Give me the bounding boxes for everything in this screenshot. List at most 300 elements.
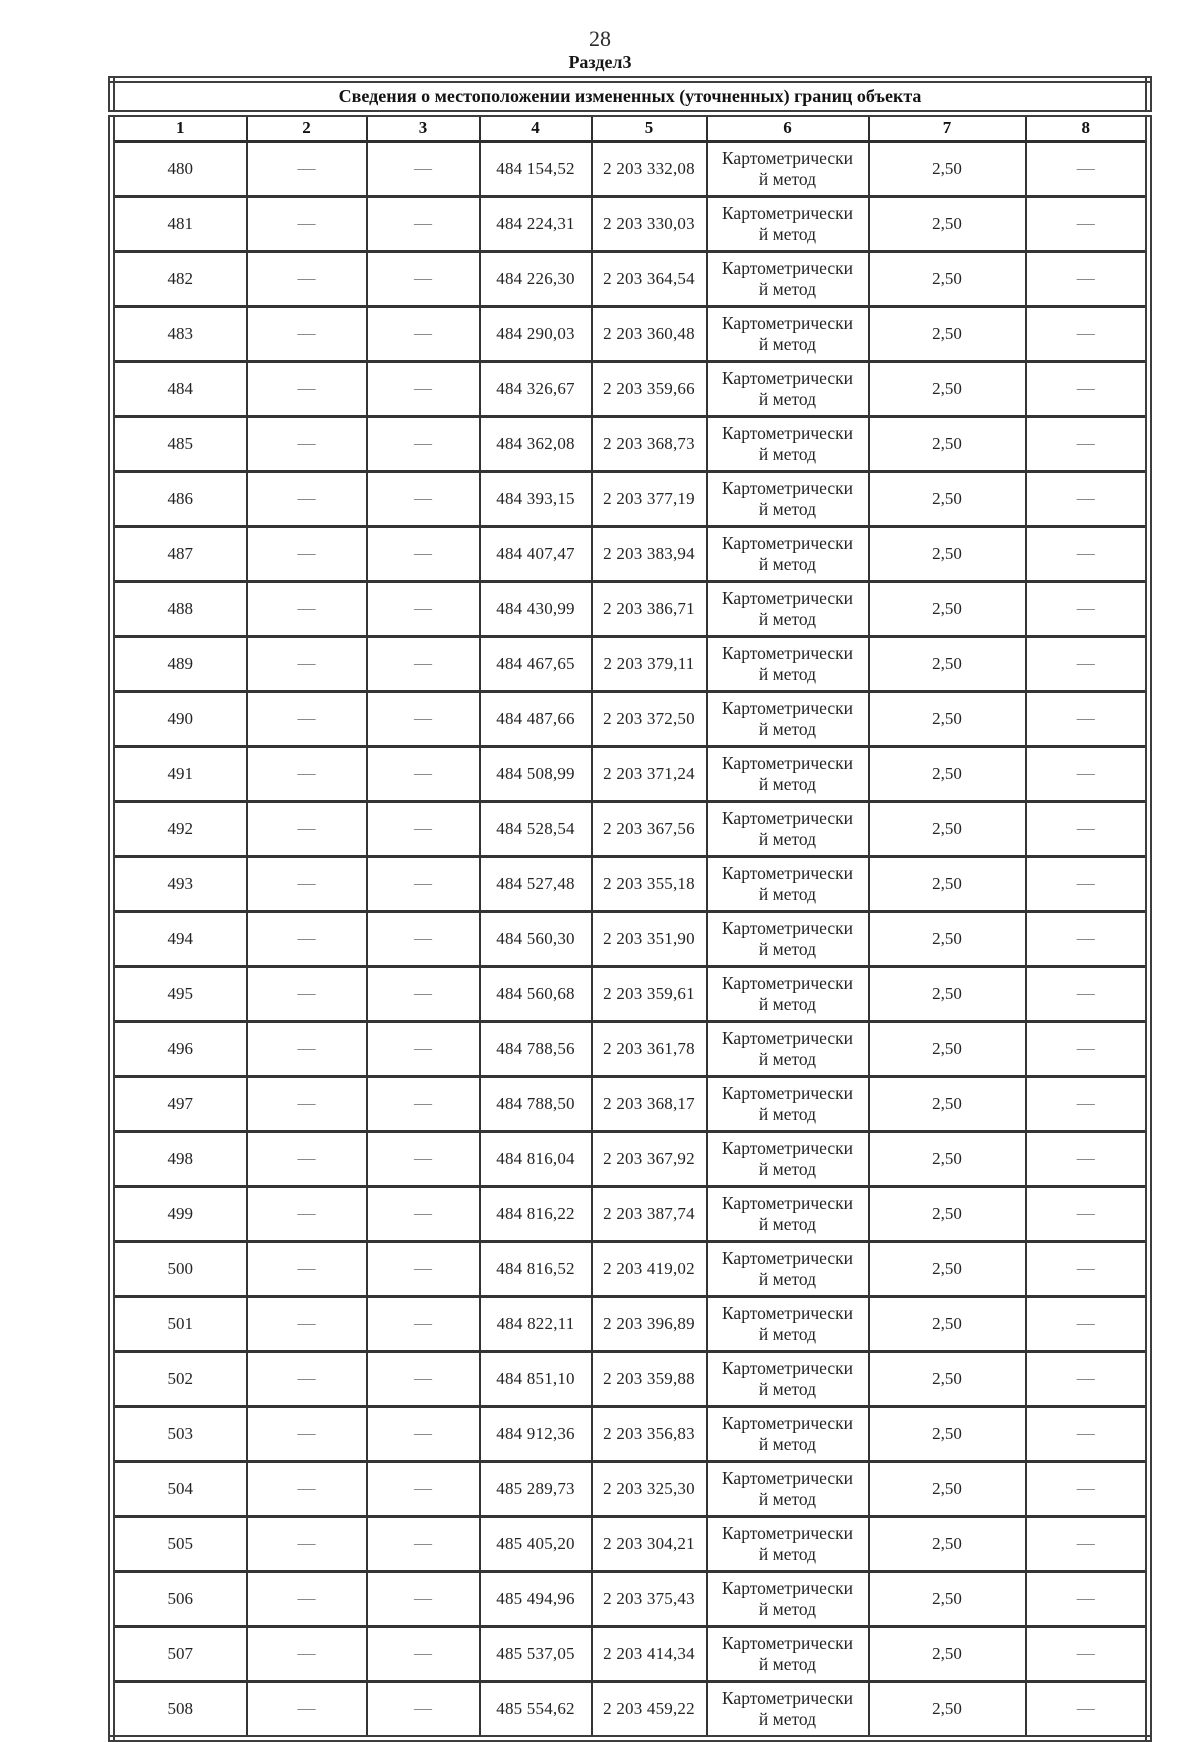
col3-dash-cell: — [367, 306, 480, 361]
accuracy-cell: 2,50 [869, 306, 1026, 361]
method-line: Картометрически [721, 1137, 854, 1158]
col2-dash-cell: — [247, 251, 367, 306]
x-coordinate-cell: 484 560,68 [480, 966, 592, 1021]
col2-dash-cell: — [247, 141, 367, 196]
col3-dash-cell: — [367, 416, 480, 471]
method-line: Картометрически [721, 1632, 854, 1653]
table-row [112, 1131, 1149, 1186]
point-number-cell: 508 [112, 1681, 247, 1738]
method-cell [707, 471, 869, 526]
method-line: Картометрически [721, 312, 854, 333]
point-number-cell: 506 [112, 1571, 247, 1626]
y-coordinate-cell: 2 203 368,73 [592, 416, 707, 471]
accuracy-cell: 2,50 [869, 1076, 1026, 1131]
point-number-cell: 499 [112, 1186, 247, 1241]
method-line: й метод [758, 553, 817, 574]
point-number-cell: 486 [112, 471, 247, 526]
x-coordinate-cell: 484 788,50 [480, 1076, 592, 1131]
col2-dash-cell: — [247, 1351, 367, 1406]
x-coordinate-cell: 485 405,20 [480, 1516, 592, 1571]
col8-dash-cell: — [1026, 1131, 1149, 1186]
method-line: Картометрически [721, 1577, 854, 1598]
method-line: Картометрически [721, 422, 854, 443]
table-row [112, 1241, 1149, 1296]
col2-dash-cell: — [247, 1076, 367, 1131]
col2-dash-cell: — [247, 361, 367, 416]
col2-dash-cell: — [247, 1131, 367, 1186]
x-coordinate-cell: 484 430,99 [480, 581, 592, 636]
table-row [112, 856, 1149, 911]
col8-dash-cell: — [1026, 1021, 1149, 1076]
table-row [112, 1021, 1149, 1076]
method-line: Картометрически [721, 367, 854, 388]
col2-dash-cell: — [247, 856, 367, 911]
col8-dash-cell: — [1026, 966, 1149, 1021]
col8-dash-cell: — [1026, 911, 1149, 966]
col2-dash-cell: — [247, 1296, 367, 1351]
accuracy-cell: 2,50 [869, 1406, 1026, 1461]
table-row [112, 306, 1149, 361]
method-line: Картометрически [721, 1467, 854, 1488]
col3-dash-cell: — [367, 1571, 480, 1626]
method-cell [707, 1241, 869, 1296]
accuracy-cell: 2,50 [869, 746, 1026, 801]
y-coordinate-cell: 2 203 387,74 [592, 1186, 707, 1241]
col3-dash-cell: — [367, 251, 480, 306]
col3-dash-cell: — [367, 471, 480, 526]
method-line: й метод [758, 388, 817, 409]
table-title: Сведения о местоположении измененных (уточненных) границ объекта [112, 79, 1149, 113]
accuracy-cell: 2,50 [869, 1461, 1026, 1516]
col2-dash-cell: — [247, 801, 367, 856]
col3-dash-cell: — [367, 361, 480, 416]
accuracy-cell: 2,50 [869, 416, 1026, 471]
method-line: й метод [758, 1268, 817, 1289]
method-line: й метод [758, 1323, 817, 1344]
accuracy-cell: 2,50 [869, 801, 1026, 856]
y-coordinate-cell: 2 203 371,24 [592, 746, 707, 801]
point-number-cell: 483 [112, 306, 247, 361]
x-coordinate-cell: 484 154,52 [480, 141, 592, 196]
method-line: й метод [758, 333, 817, 354]
x-coordinate-cell: 484 528,54 [480, 801, 592, 856]
method-line: Картометрически [721, 147, 854, 168]
col3-dash-cell: — [367, 1516, 480, 1571]
column-number-5: 5 [592, 113, 707, 141]
point-number-cell: 485 [112, 416, 247, 471]
col8-dash-cell: — [1026, 636, 1149, 691]
y-coordinate-cell: 2 203 325,30 [592, 1461, 707, 1516]
point-number-cell: 493 [112, 856, 247, 911]
method-cell [707, 526, 869, 581]
col8-dash-cell: — [1026, 1241, 1149, 1296]
method-cell [707, 1296, 869, 1351]
col2-dash-cell: — [247, 966, 367, 1021]
y-coordinate-cell: 2 203 383,94 [592, 526, 707, 581]
method-cell [707, 1571, 869, 1626]
method-cell [707, 1626, 869, 1681]
col3-dash-cell: — [367, 1076, 480, 1131]
accuracy-cell: 2,50 [869, 1021, 1026, 1076]
col3-dash-cell: — [367, 746, 480, 801]
point-number-cell: 488 [112, 581, 247, 636]
accuracy-cell: 2,50 [869, 1571, 1026, 1626]
method-cell [707, 801, 869, 856]
y-coordinate-cell: 2 203 414,34 [592, 1626, 707, 1681]
col2-dash-cell: — [247, 1516, 367, 1571]
accuracy-cell: 2,50 [869, 911, 1026, 966]
col8-dash-cell: — [1026, 856, 1149, 911]
table-row [112, 691, 1149, 746]
table-row [112, 251, 1149, 306]
method-line: Картометрически [721, 1082, 854, 1103]
col2-dash-cell: — [247, 911, 367, 966]
point-number-cell: 489 [112, 636, 247, 691]
x-coordinate-cell: 484 822,11 [480, 1296, 592, 1351]
x-coordinate-cell: 484 816,22 [480, 1186, 592, 1241]
table-row [112, 1351, 1149, 1406]
accuracy-cell: 2,50 [869, 1681, 1026, 1738]
method-cell [707, 746, 869, 801]
point-number-cell: 502 [112, 1351, 247, 1406]
x-coordinate-cell: 484 393,15 [480, 471, 592, 526]
x-coordinate-cell: 484 487,66 [480, 691, 592, 746]
col2-dash-cell: — [247, 1186, 367, 1241]
col8-dash-cell: — [1026, 581, 1149, 636]
method-cell [707, 1406, 869, 1461]
x-coordinate-cell: 485 537,05 [480, 1626, 592, 1681]
method-line: й метод [758, 938, 817, 959]
table-row [112, 1571, 1149, 1626]
x-coordinate-cell: 484 407,47 [480, 526, 592, 581]
y-coordinate-cell: 2 203 351,90 [592, 911, 707, 966]
col8-dash-cell: — [1026, 1571, 1149, 1626]
method-line: Картометрически [721, 972, 854, 993]
point-number-cell: 482 [112, 251, 247, 306]
col3-dash-cell: — [367, 911, 480, 966]
x-coordinate-cell: 484 912,36 [480, 1406, 592, 1461]
accuracy-cell: 2,50 [869, 1186, 1026, 1241]
col2-dash-cell: — [247, 306, 367, 361]
point-number-cell: 497 [112, 1076, 247, 1131]
method-line: й метод [758, 883, 817, 904]
table-row [112, 471, 1149, 526]
table-row [112, 581, 1149, 636]
method-line: й метод [758, 1488, 817, 1509]
point-number-cell: 487 [112, 526, 247, 581]
col3-dash-cell: — [367, 1461, 480, 1516]
x-coordinate-cell: 484 851,10 [480, 1351, 592, 1406]
method-cell [707, 856, 869, 911]
table-row [112, 1406, 1149, 1461]
col3-dash-cell: — [367, 801, 480, 856]
point-number-cell: 491 [112, 746, 247, 801]
method-line: Картометрически [721, 587, 854, 608]
y-coordinate-cell: 2 203 419,02 [592, 1241, 707, 1296]
col3-dash-cell: — [367, 691, 480, 746]
col2-dash-cell: — [247, 746, 367, 801]
method-line: Картометрически [721, 1192, 854, 1213]
point-number-cell: 490 [112, 691, 247, 746]
x-coordinate-cell: 485 494,96 [480, 1571, 592, 1626]
method-line: Картометрически [721, 1412, 854, 1433]
method-line: й метод [758, 443, 817, 464]
x-coordinate-cell: 484 816,04 [480, 1131, 592, 1186]
point-number-cell: 504 [112, 1461, 247, 1516]
accuracy-cell: 2,50 [869, 141, 1026, 196]
x-coordinate-cell: 484 467,65 [480, 636, 592, 691]
point-number-cell: 507 [112, 1626, 247, 1681]
table-row [112, 966, 1149, 1021]
col3-dash-cell: — [367, 1406, 480, 1461]
y-coordinate-cell: 2 203 355,18 [592, 856, 707, 911]
col8-dash-cell: — [1026, 746, 1149, 801]
col8-dash-cell: — [1026, 306, 1149, 361]
method-cell [707, 1516, 869, 1571]
x-coordinate-cell: 485 289,73 [480, 1461, 592, 1516]
col2-dash-cell: — [247, 1626, 367, 1681]
method-cell [707, 1021, 869, 1076]
column-number-7: 7 [869, 113, 1026, 141]
y-coordinate-cell: 2 203 386,71 [592, 581, 707, 636]
point-number-cell: 484 [112, 361, 247, 416]
accuracy-cell: 2,50 [869, 526, 1026, 581]
method-line: Картометрически [721, 807, 854, 828]
point-number-cell: 480 [167, 158, 193, 178]
point-number-cell: 492 [112, 801, 247, 856]
y-coordinate-cell: 2 203 367,56 [592, 801, 707, 856]
method-cell [707, 306, 869, 361]
method-cell [707, 1131, 869, 1186]
x-coordinate-cell: 484 508,99 [480, 746, 592, 801]
col8-dash-cell: — [1026, 1186, 1149, 1241]
method-line: Картометрически [721, 257, 854, 278]
table-row [112, 361, 1149, 416]
y-coordinate-cell: 2 203 359,88 [592, 1351, 707, 1406]
table-row [112, 416, 1149, 471]
col8-dash-cell: — [1026, 1461, 1149, 1516]
col8-dash-cell: — [1026, 526, 1149, 581]
coordinates-tbody [112, 141, 1149, 1738]
method-line: й метод [758, 718, 817, 739]
y-coordinate-cell: 2 203 459,22 [592, 1681, 707, 1738]
method-line: й метод [758, 1103, 817, 1124]
col8-dash-cell: — [1026, 801, 1149, 856]
method-cell [707, 1351, 869, 1406]
method-line: Картометрически [721, 477, 854, 498]
col8-dash-cell: — [1026, 1076, 1149, 1131]
method-line: Картометрически [721, 202, 854, 223]
method-line: й метод [758, 1653, 817, 1674]
point-number-cell: 505 [112, 1516, 247, 1571]
y-coordinate-cell: 2 203 367,92 [592, 1131, 707, 1186]
col2-dash-cell: — [247, 196, 367, 251]
y-coordinate-cell: 2 203 304,21 [592, 1516, 707, 1571]
method-line: й метод [758, 993, 817, 1014]
table-row [112, 1296, 1149, 1351]
col3-dash-cell: — [367, 1681, 480, 1738]
col2-dash-cell: — [247, 1461, 367, 1516]
point-number-cell: 500 [112, 1241, 247, 1296]
accuracy-cell: 2,50 [869, 361, 1026, 416]
y-coordinate-cell: 2 203 396,89 [592, 1296, 707, 1351]
table-row [112, 636, 1149, 691]
method-line: й метод [758, 1433, 817, 1454]
col2-dash-cell: — [247, 526, 367, 581]
accuracy-cell: 2,50 [869, 636, 1026, 691]
method-line: й метод [758, 498, 817, 519]
y-coordinate-cell: 2 203 368,17 [592, 1076, 707, 1131]
col8-dash-cell: — [1026, 1681, 1149, 1738]
col3-dash-cell: — [367, 196, 480, 251]
page-number: 28 [589, 26, 611, 51]
table-row [112, 1681, 1149, 1738]
method-line: й метод [758, 1708, 817, 1729]
accuracy-cell: 2,50 [869, 1626, 1026, 1681]
point-number-cell: 496 [112, 1021, 247, 1076]
col3-dash-cell: — [367, 1131, 480, 1186]
col8-dash-cell: — [1026, 1351, 1149, 1406]
col8-dash-cell: — [1026, 251, 1149, 306]
col3-dash-cell: — [367, 966, 480, 1021]
col3-dash-cell: — [367, 1351, 480, 1406]
method-line: Картометрически [721, 1522, 854, 1543]
point-number-cell: 495 [112, 966, 247, 1021]
y-coordinate-cell: 2 203 375,43 [592, 1571, 707, 1626]
col8-dash-cell: — [1026, 196, 1149, 251]
method-line: й метод [758, 1598, 817, 1619]
col2-dash-cell: — [247, 1406, 367, 1461]
point-number-cell: 481 [112, 196, 247, 251]
col2-dash-cell: — [247, 1681, 367, 1738]
column-number-6: 6 [707, 113, 869, 141]
column-number-8: 8 [1026, 113, 1149, 141]
col2-dash-cell: — [247, 1571, 367, 1626]
method-line: й метод [758, 608, 817, 629]
method-cell [707, 196, 869, 251]
x-coordinate-cell: 484 362,08 [480, 416, 592, 471]
method-cell [707, 416, 869, 471]
accuracy-cell: 2,50 [869, 581, 1026, 636]
accuracy-cell: 2,50 [869, 251, 1026, 306]
table-row [112, 1461, 1149, 1516]
col8-dash-cell: — [1026, 1516, 1149, 1571]
method-line: Картометрически [721, 1302, 854, 1323]
method-cell [707, 1461, 869, 1516]
accuracy-cell: 2,50 [869, 856, 1026, 911]
x-coordinate-cell: 484 326,67 [480, 361, 592, 416]
method-cell [707, 581, 869, 636]
table-row [112, 1076, 1149, 1131]
method-line: й метод [758, 773, 817, 794]
method-cell [707, 911, 869, 966]
method-line: й метод [758, 168, 817, 189]
table-row [112, 1516, 1149, 1571]
y-coordinate-cell: 2 203 379,11 [592, 636, 707, 691]
column-number-2: 2 [247, 113, 367, 141]
method-line: й метод [758, 278, 817, 299]
column-number-1: 1 [112, 113, 247, 141]
accuracy-cell: 2,50 [869, 1516, 1026, 1571]
table-row [112, 911, 1149, 966]
col3-dash-cell: — [367, 1021, 480, 1076]
x-coordinate-cell: 484 527,48 [480, 856, 592, 911]
y-coordinate-cell: 2 203 372,50 [592, 691, 707, 746]
table-title-row [112, 79, 1149, 113]
x-coordinate-cell: 484 226,30 [480, 251, 592, 306]
y-coordinate-cell: 2 203 360,48 [592, 306, 707, 361]
y-coordinate-cell: 2 203 359,66 [592, 361, 707, 416]
y-coordinate-cell: 2 203 330,03 [592, 196, 707, 251]
col8-dash-cell: — [1026, 361, 1149, 416]
table-row [112, 1626, 1149, 1681]
accuracy-cell: 2,50 [869, 471, 1026, 526]
col3-dash-cell: — [367, 1241, 480, 1296]
col2-dash-cell: — [247, 1021, 367, 1076]
accuracy-cell: 2,50 [869, 196, 1026, 251]
y-coordinate-cell: 2 203 356,83 [592, 1406, 707, 1461]
x-coordinate-cell: 484 816,52 [480, 1241, 592, 1296]
method-line: Картометрически [721, 1027, 854, 1048]
method-line: Картометрически [721, 532, 854, 553]
x-coordinate-cell: 484 290,03 [480, 306, 592, 361]
method-line: й метод [758, 223, 817, 244]
col3-dash-cell: — [367, 1626, 480, 1681]
point-number-cell: 503 [112, 1406, 247, 1461]
method-line: Картометрически [721, 917, 854, 938]
col3-dash-cell: — [367, 526, 480, 581]
accuracy-cell: 2,50 [869, 1241, 1026, 1296]
col8-dash-cell: — [1026, 1406, 1149, 1461]
y-coordinate-cell: 2 203 359,61 [592, 966, 707, 1021]
y-coordinate-cell: 2 203 361,78 [592, 1021, 707, 1076]
method-line: й метод [758, 1213, 817, 1234]
method-cell [707, 1681, 869, 1738]
method-line: й метод [758, 1048, 817, 1069]
accuracy-cell: 2,50 [869, 1131, 1026, 1186]
method-cell [707, 361, 869, 416]
accuracy-cell: 2,50 [869, 691, 1026, 746]
section-heading: Раздел3 [568, 52, 632, 73]
table-row [112, 801, 1149, 856]
table-row [112, 141, 1149, 196]
col8-dash-cell: — [1026, 141, 1149, 196]
col8-dash-cell: — [1026, 691, 1149, 746]
col2-dash-cell: — [247, 1241, 367, 1296]
col3-dash-cell: — [367, 636, 480, 691]
column-number-4: 4 [480, 113, 592, 141]
accuracy-cell: 2,50 [869, 1351, 1026, 1406]
table-row [112, 196, 1149, 251]
col2-dash-cell: — [247, 581, 367, 636]
col8-dash-cell: — [1026, 1296, 1149, 1351]
method-line: й метод [758, 828, 817, 849]
point-number-cell: 494 [112, 911, 247, 966]
boundaries-table [108, 76, 1152, 1742]
method-cell [707, 1186, 869, 1241]
col3-dash-cell: — [367, 581, 480, 636]
point-number-cell: 498 [112, 1131, 247, 1186]
accuracy-cell: 2,50 [869, 966, 1026, 1021]
column-number-3: 3 [367, 113, 480, 141]
col8-dash-cell: — [1026, 471, 1149, 526]
method-line: й метод [758, 663, 817, 684]
method-line: й метод [758, 1378, 817, 1399]
y-coordinate-cell: 2 203 332,08 [592, 141, 707, 196]
method-line: Картометрически [721, 1687, 854, 1708]
method-line: Картометрически [721, 642, 854, 663]
col3-dash-cell: — [367, 1296, 480, 1351]
